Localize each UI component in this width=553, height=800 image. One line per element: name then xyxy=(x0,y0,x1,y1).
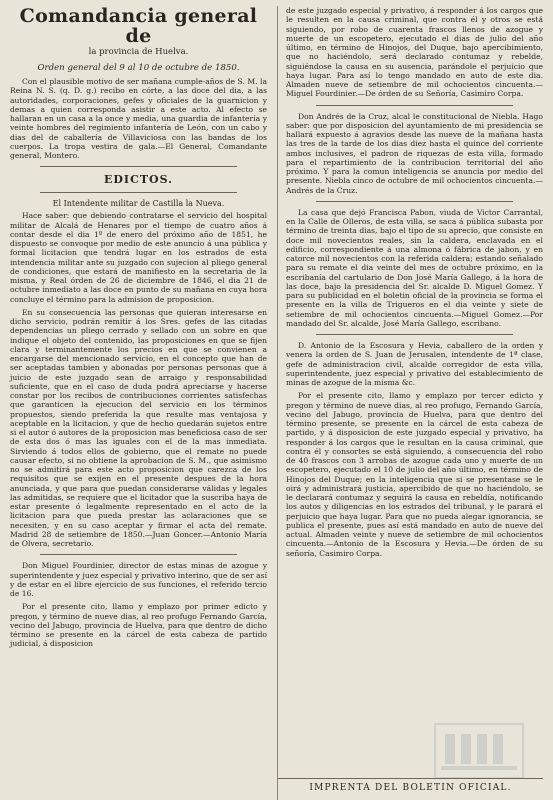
edict-1-heading: El Intendente militar de Castilla la Nueva. xyxy=(52,199,225,209)
edict-4-text: La casa que dejó Francisca Pabon, viuda de Victor Carrantal, en la Calle de Olleros, de esta villa, se saca á pública subasta por término de treinta dias, bajo el tipo de su aprecio, que consiste en doce mil novecientos reales, sin la caldera, enclavada en el edificio, correspondiente á una almona ó fábrica de jabon, y en catorce mil novecientos con la referida caldera; estando señalado para su remate el dia veinte del mes de octubre próximo, en la escribanía del cartulario de Don José María Gallego, á la hora de las doce, bajo la presidencia del Sr. alcalde D. Miguel Gomez. Y para su publicidad en el boletin oficial de la provincia se forma el presente en la villa de Trigueros en el dia veinte y siete de setiembre de mil ochocientos cincuenta.—Miguel Gomez.—Por mandado del Sr. alcalde, José María Gallego, escribano. xyxy=(286,207,543,328)
order-heading: Orden general del 9 al 10 de octubre de 1850. xyxy=(37,63,240,73)
divider xyxy=(316,105,513,106)
right-column xyxy=(277,6,543,800)
edict-1-paragraph-2: En su consecuencia las personas que quieran interesarse en dicho servicio, podrán remitir á los Sres. gefes de las citadas dependencias un pliego cerrado y sellado con un sobre en que indique el objeto del contenido, las proposiciones en que se fijen clara y terminantemente los precios en que se convienen a encargarse del mencionado servicio, en el concepto que han de ser aceptadas tambien y abonadas por personas personas que á juicio de este juzgado sean de arraigo y responsabilidad suficiente, que en el caso de duda podrá apreciarse y hacerse constar por los recibos de contribuciones corrientes satisfechas que garanticen la ejecucion del servicio en los términos propuestos, siendo preferida la que resulte mas ventajosa y aceptable en la licitacion, y que de hecho quedarán sujetos entre si el autor ó autores de la proposicion mas beneficiosa caso de ser de esta dos ó mas las iguales con el de la mas inmediata. Sirviendo á todos ellos de gobierno, que el remate no puede causar efecto, si no obtiene la aprobacion de S. M., que asimismo no se admitirá para este acto proposicion que carezca de los requisitos que se exijen en el presente despues de la hora anunciada, y que para que puedan considerarse válidas y legales las admitidas, se requiere que el licitador que la suscriba haya de estar presente ó legalmente representado en el acto de la licitacion para que pueda prestar las aclaraciones que se necesiten, y en su caso aceptar y firmar el acta del remate. Madrid 28 de setiembre de 1850.—Juan Goncer.—Antonio María de Olvera, secretario. xyxy=(10,307,267,548)
edict-2-paragraph-1: Don Miguel Fourdinier, director de estas minas de azogue y superintendente y juez especial y privativo interino, que de ser así y de estar en el libre ejercicio de sus funciones, el referido tercio de 16. xyxy=(10,561,267,598)
edictos-heading: EDICTOS. xyxy=(104,173,173,187)
divider xyxy=(316,334,513,335)
general-order-text: Con el plausible motivo de ser mañana cumple-años de S. M. la Reina N. S. (q. D. g.) recibo en córte, a las doce del dia, a las autoridades, corporaciones, gefes y oficiales de la guarnicion y demas a quien corresponda asistir a este acto. Al efecto se hallaran en un casa a la once y media, una guardia de infantería y veinte hombres del regimiento infantería de León, con un cabo y dias del de caballería de Villaviciosa con las bandas de los cuerpos. La tropa vestira de gala.—El General, Comandante general, Montero. xyxy=(10,77,267,160)
printer-footer: IMPRENTA DEL BOLETIN OFICIAL. xyxy=(278,778,543,793)
edict-3-text: Don Andrés de la Cruz, alcal le constitucional de Niebla. Hago saber: que por disposicion del ayuntamiento de mi presidencia se hallará expuesto á agravios desde las nueve de la mañana hasta las tres de la tarde de los dias diez hasta el quince del corriente ambos inclusives, el padron de riquezas de esta villa, formado para el repartimiento de la contribucion territorial del año próximo. Y para la comun inteligencia se anuncia por medio del presente. Niebla cinco de octubre de mil ochocientos cincuenta.—Andrés de la Cruz. xyxy=(286,111,543,195)
library-watermark-icon xyxy=(431,720,527,782)
divider xyxy=(316,201,513,202)
edict-5-paragraph-2: Por el presente cito, llamo y emplazo por tercer edicto y pregon y término de nueve dias, al reo profugo, Fernando García, vecino del Jabugo, provincia de Huelva, para que dentro del término presente, se presente en la cárcel de esta cabeza de partido, y á disposicion de este juzgado especial y privativo, ha responder á los cargos que le resultan en la causa criminal, que contra él y consortes se está siguiendo, á consecuencia del robo de 40 frascos con 3 arrobas de azogue cada uno y muerte de un escopetero, ejecutado el 10 de julio del año último, en término de Hinojos del Duque; en la inteligencia que si se presentase se le oirá y administrará justicia, apercibido de que no haciéndolo, se le declarará contumaz y seguirá la causa en rebeldía, notificando los autos y diligencias en los estrados del tribunal, y le parará el perjuicio que haya lugar. Para que no pueda alegar ignorancia, se publica el presente, pues así está mandado en auto de nueve del actual. Almaden veinte y nueve de setiembre de mil ochocientos cincuenta.—Antonio de la Escosura y Hevia.—De órden de su señoría, Casimiro Corpa. xyxy=(286,391,543,558)
page-title: Comandancia general de xyxy=(19,5,258,47)
edict-5-paragraph-1: D. Antonio de la Escosura y Hevia, caballero de la orden y venera la orden de S. Juan de Jerusalen, intendente de 1ª clase, gefe de administracion civil, alcalde corregidor de esta villa, superintendente, juez especial y privativo del establecimiento de minas de azogue de la misma &c. xyxy=(286,341,543,387)
edict-2-continuation: de este juzgado especial y privativo, á responder á los cargos que le resulten en la causa criminal, que contra él y otros se está siguiendo, por robo de cuarenta frascos llenos de azogue y muerte de un escopetero, ejecutado el dias de julio del año último, en término de Hinojos, del Duque, bajo apercibimiento, que no haciéndolo, será declarado contumaz y rebelde, siguiéndose la causa en su ausencia, parándole el perjuicio que haya lugar. Para así lo tengo mandado en auto de este dia. Almaden nueve de setiembre de mil ochocientos cincuenta.—Miguel Fourdinier.—De órden de su Señoría, Casimiro Corpa. xyxy=(286,6,543,99)
divider xyxy=(40,554,237,555)
divider xyxy=(40,166,237,167)
edict-1-paragraph-1: Hace saber: que debiendo contratarse el servicio del hospital militar de Alcalá de Henares por el tiempo de cuatro años á contar desde el dia 1º de enero del próximo año de 1851, he dispuesto se convoque por medio de este anuncio á una pública y formal licitacion que tendrá lugar en los estrados de esta intendencia militar ante su juzgado con sujecion al pliego general de condiciones, que estará de manifiesto en la secretaria de la misma, y Real órden de 26 de diciembre de 1846, el dia 21 de octubre inmediato a las doce en punto de su mañana en cuya hora concluye el término para la admision de proposicion. xyxy=(10,211,267,304)
edict-2-paragraph-2: Por el presente cito, llamo y emplazo por primer edicto y pregon, y término de nueve dias, al reo profugo Fernando García, vecino del Jabugo, provincia de Huelva, para que dentro de dicho término se presente en la cárcel de esta cabeza de partido judicial, á disposicion xyxy=(10,602,267,649)
page-subtitle: la provincia de Huelva. xyxy=(88,47,189,57)
left-column xyxy=(10,6,267,800)
divider xyxy=(40,192,237,193)
